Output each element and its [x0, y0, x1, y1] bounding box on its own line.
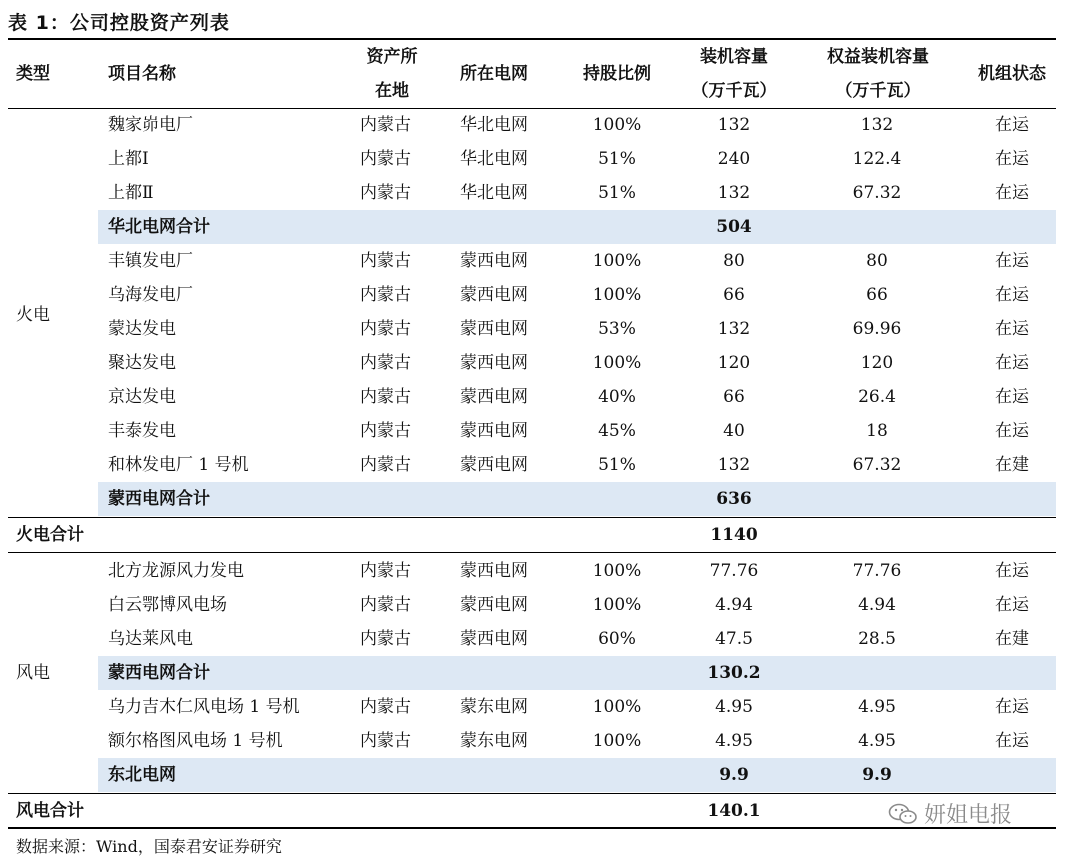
cell-name: 和林发电厂 1 号机 [108, 455, 249, 475]
subtotal-label: 华北电网合计 [108, 217, 210, 237]
cell-capacity: 47.5 [715, 629, 753, 649]
table-title: 表 1：公司控股资产列表 [8, 12, 230, 34]
cell-capacity: 77.76 [709, 561, 759, 581]
cell-equity: 28.5 [858, 629, 896, 649]
table-row [8, 588, 1056, 622]
cell-name: 上都Ⅱ [108, 183, 154, 203]
cell-equity: 80 [866, 251, 888, 271]
table-row [8, 312, 1056, 346]
cell-share: 100% [592, 115, 642, 135]
cell-share: 100% [592, 353, 642, 373]
cell-equity: 18 [866, 421, 888, 441]
cell-location: 内蒙古 [360, 455, 411, 475]
header-location-line1: 资产所 [366, 47, 418, 67]
cell-equity: 66 [866, 285, 888, 305]
cell-grid: 华北电网 [460, 183, 528, 203]
table-row [8, 724, 1056, 758]
header-location [352, 40, 432, 108]
cell-name: 乌力吉木仁风电场 1 号机 [108, 697, 300, 717]
cell-equity: 26.4 [858, 387, 896, 407]
cell-name: 乌达莱风电 [108, 629, 193, 649]
cell-status: 在运 [995, 115, 1029, 135]
cell-share: 100% [592, 595, 642, 615]
cell-share: 100% [592, 251, 642, 271]
cell-status: 在运 [995, 149, 1029, 169]
cell-name: 白云鄂博风电场 [108, 595, 227, 615]
cell-location: 内蒙古 [360, 115, 411, 135]
table-row [8, 380, 1056, 414]
subtotal-capacity: 636 [716, 489, 752, 509]
cell-status: 在建 [995, 455, 1029, 475]
table-row [8, 108, 1056, 142]
category-thermal: 火电 [16, 305, 50, 325]
subtotal-label: 蒙西电网合计 [108, 663, 210, 683]
source-note: 数据来源：Wind，国泰君安证券研究 [16, 837, 282, 856]
cell-share: 100% [592, 697, 642, 717]
watermark [888, 798, 1012, 829]
cell-share: 53% [598, 319, 636, 339]
subtotal-capacity: 130.2 [707, 663, 761, 683]
cell-grid: 蒙西电网 [460, 455, 528, 475]
cell-capacity: 132 [717, 115, 751, 135]
cell-name: 丰泰发电 [108, 421, 176, 441]
cell-capacity: 80 [723, 251, 745, 271]
cell-grid: 蒙西电网 [460, 595, 528, 615]
subtotal-row-northeast-text [8, 758, 1056, 792]
header-capacity [672, 40, 796, 108]
cell-location: 内蒙古 [360, 183, 411, 203]
cell-equity: 120 [860, 353, 894, 373]
subtotal-row-north-text [8, 210, 1056, 244]
header-capacity-line2: （万千瓦） [691, 81, 777, 101]
cell-location: 内蒙古 [360, 421, 411, 441]
cell-location: 内蒙古 [360, 251, 411, 271]
cell-status: 在运 [995, 697, 1029, 717]
header-equity-line2: （万千瓦） [835, 81, 921, 101]
cell-status: 在建 [995, 629, 1029, 649]
cell-grid: 蒙西电网 [460, 353, 528, 373]
cell-capacity: 132 [717, 183, 751, 203]
table-row [8, 176, 1056, 210]
cell-name: 蒙达发电 [108, 319, 176, 339]
cell-capacity: 4.95 [715, 731, 753, 751]
cell-share: 51% [598, 455, 636, 475]
table-row [8, 244, 1056, 278]
cell-status: 在运 [995, 387, 1029, 407]
cell-grid: 蒙西电网 [460, 561, 528, 581]
subtotal-capacity: 504 [716, 217, 752, 237]
cell-share: 100% [592, 731, 642, 751]
cell-capacity: 66 [723, 285, 745, 305]
subtotal-capacity: 9.9 [719, 765, 749, 785]
cell-equity: 69.96 [852, 319, 902, 339]
cell-status: 在运 [995, 251, 1029, 271]
cell-location: 内蒙古 [360, 629, 411, 649]
cell-status: 在运 [995, 285, 1029, 305]
cell-location: 内蒙古 [360, 285, 411, 305]
cell-name: 北方龙源风力发电 [108, 561, 244, 581]
cell-equity: 4.94 [858, 595, 896, 615]
cell-equity: 4.95 [858, 731, 896, 751]
thermal-total-bottom-rule [8, 552, 1056, 553]
cell-status: 在运 [995, 595, 1029, 615]
cell-capacity: 4.95 [715, 697, 753, 717]
thermal-total-row [8, 518, 1056, 552]
cell-name: 乌海发电厂 [108, 285, 193, 305]
cell-capacity: 132 [717, 319, 751, 339]
cell-capacity: 132 [717, 455, 751, 475]
cell-status: 在运 [995, 731, 1029, 751]
cell-status: 在运 [995, 421, 1029, 441]
cell-capacity: 4.94 [715, 595, 753, 615]
cell-share: 100% [592, 561, 642, 581]
cell-location: 内蒙古 [360, 353, 411, 373]
header-type: 类型 [16, 64, 50, 84]
cell-share: 45% [598, 421, 636, 441]
cell-location: 内蒙古 [360, 561, 411, 581]
subtotal-row-west-thermal-text [8, 482, 1056, 516]
cell-capacity: 240 [717, 149, 751, 169]
cell-equity: 67.32 [852, 455, 902, 475]
header-status: 机组状态 [978, 64, 1046, 84]
cell-equity: 67.32 [852, 183, 902, 203]
subtotal-equity: 9.9 [862, 765, 892, 785]
table-row [8, 278, 1056, 312]
wind-total-capacity: 140.1 [707, 801, 761, 821]
cell-grid: 蒙西电网 [460, 387, 528, 407]
cell-grid: 蒙西电网 [460, 251, 528, 271]
wind-total-label: 风电合计 [16, 801, 84, 821]
cell-status: 在运 [995, 319, 1029, 339]
cell-grid: 华北电网 [460, 149, 528, 169]
table-row [8, 448, 1056, 482]
cell-status: 在运 [995, 183, 1029, 203]
header-location-line2: 在地 [375, 81, 409, 101]
cell-equity: 122.4 [852, 149, 902, 169]
header-name: 项目名称 [108, 64, 176, 84]
cell-grid: 蒙西电网 [460, 285, 528, 305]
header-grid: 所在电网 [460, 64, 528, 84]
wechat-icon [888, 803, 918, 825]
cell-grid: 蒙西电网 [460, 629, 528, 649]
cell-name: 上都Ⅰ [108, 149, 149, 169]
cell-grid: 蒙西电网 [460, 421, 528, 441]
subtotal-label: 东北电网 [108, 765, 176, 785]
cell-name: 额尔格图风电场 1 号机 [108, 731, 283, 751]
cell-capacity: 40 [723, 421, 745, 441]
thermal-total-capacity: 1140 [710, 525, 758, 545]
table-row [8, 142, 1056, 176]
cell-grid: 蒙西电网 [460, 319, 528, 339]
cell-name: 丰镇发电厂 [108, 251, 193, 271]
table-row [8, 554, 1056, 588]
header-capacity-line1: 装机容量 [700, 47, 768, 67]
cell-status: 在运 [995, 353, 1029, 373]
cell-capacity: 120 [717, 353, 751, 373]
cell-location: 内蒙古 [360, 149, 411, 169]
table-row [8, 690, 1056, 724]
cell-equity: 77.76 [852, 561, 902, 581]
header-equity-capacity [792, 40, 964, 108]
cell-capacity: 66 [723, 387, 745, 407]
watermark-text: 妍姐电报 [924, 803, 1013, 828]
cell-name: 京达发电 [108, 387, 176, 407]
table-row [8, 414, 1056, 448]
cell-grid: 华北电网 [460, 115, 528, 135]
header-share: 持股比例 [583, 64, 651, 84]
cell-equity: 132 [860, 115, 894, 135]
cell-share: 100% [592, 285, 642, 305]
cell-grid: 蒙东电网 [460, 697, 528, 717]
cell-share: 51% [598, 183, 636, 203]
cell-share: 40% [598, 387, 636, 407]
cell-location: 内蒙古 [360, 697, 411, 717]
cell-equity: 4.95 [858, 697, 896, 717]
cell-share: 60% [598, 629, 636, 649]
header-equity-line1: 权益装机容量 [827, 47, 929, 67]
cell-name: 聚达发电 [108, 353, 176, 373]
thermal-total-label: 火电合计 [16, 525, 84, 545]
subtotal-row-west-wind-text [8, 656, 1056, 690]
cell-location: 内蒙古 [360, 595, 411, 615]
table-row [8, 346, 1056, 380]
cell-location: 内蒙古 [360, 319, 411, 339]
subtotal-label: 蒙西电网合计 [108, 489, 210, 509]
cell-name: 魏家峁电厂 [108, 115, 193, 135]
cell-status: 在运 [995, 561, 1029, 581]
cell-grid: 蒙东电网 [460, 731, 528, 751]
cell-share: 51% [598, 149, 636, 169]
table-row [8, 622, 1056, 656]
category-wind: 风电 [16, 663, 50, 683]
cell-location: 内蒙古 [360, 731, 411, 751]
cell-location: 内蒙古 [360, 387, 411, 407]
